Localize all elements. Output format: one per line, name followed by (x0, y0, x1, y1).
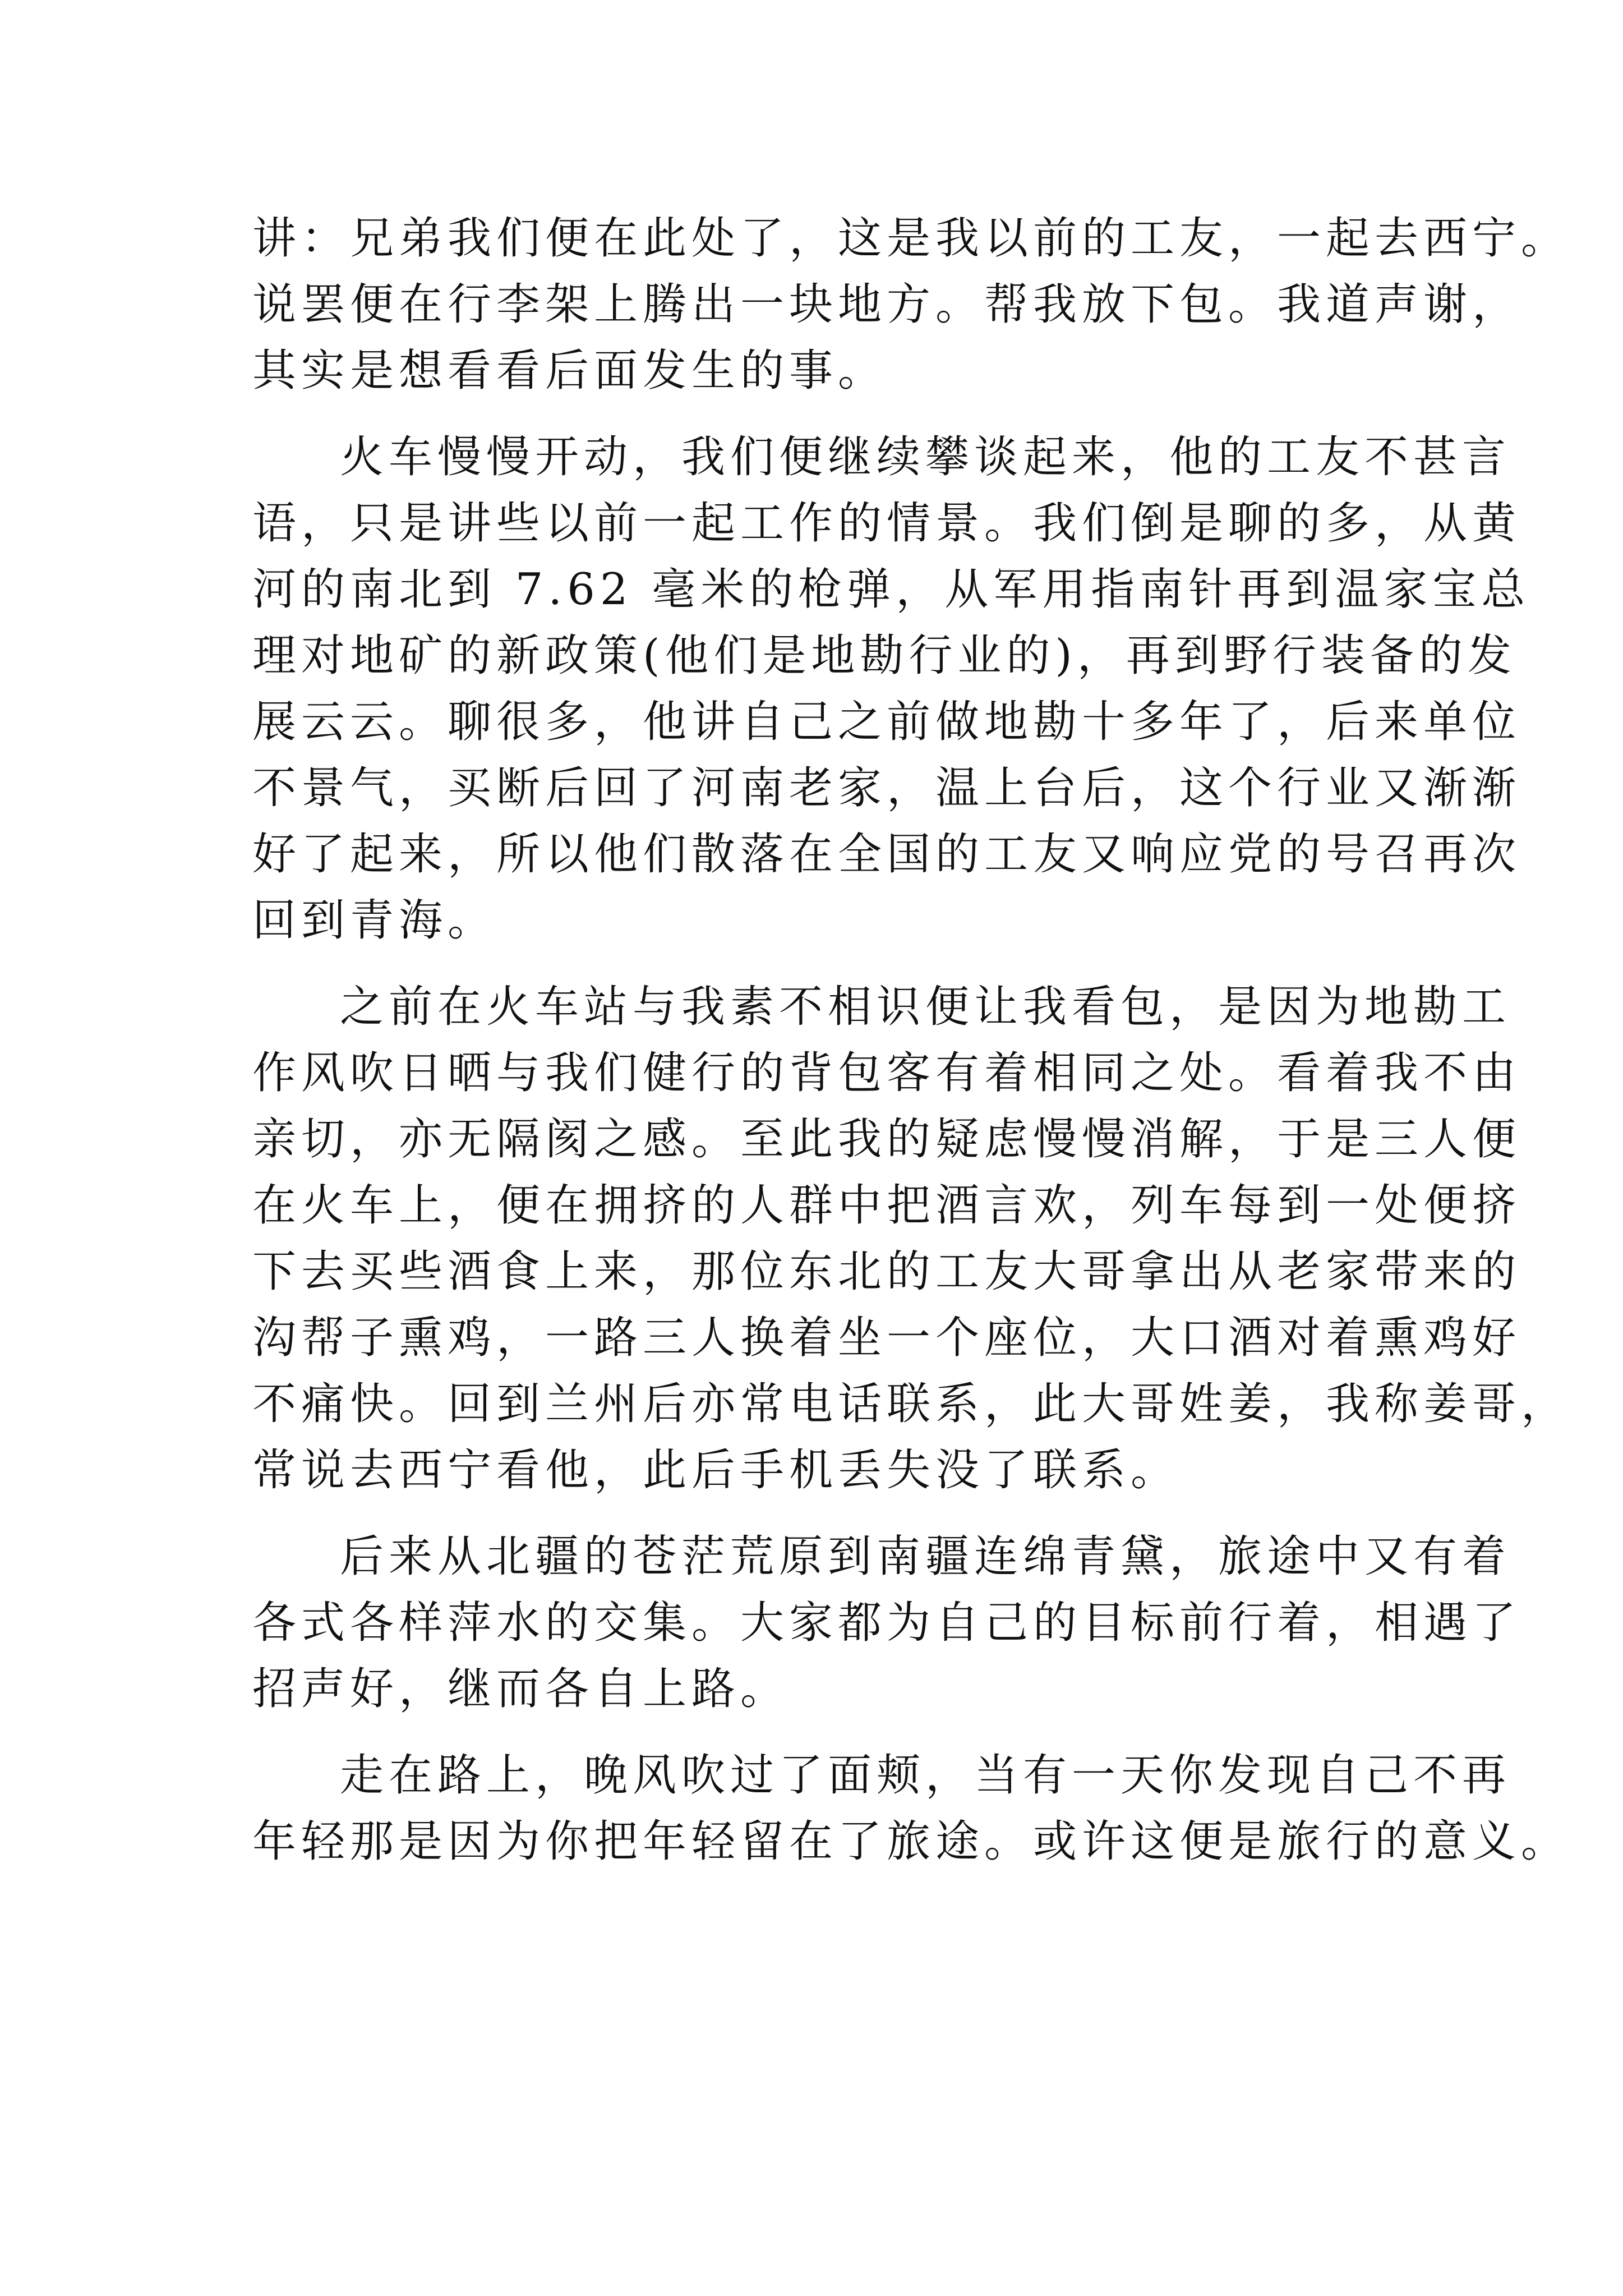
paragraph-4 (252, 1524, 1521, 1722)
text-line: 常说去西宁看他，此后手机丢失没了联系。 (252, 1445, 1180, 1496)
text-line: 其实是想看看后面发生的事。 (252, 346, 887, 396)
text-line: 回到青海。 (252, 895, 497, 946)
body-text (252, 205, 1570, 1895)
text-line: 不景气，买断后回了河南老家，温上台后，这个行业又渐渐 (252, 763, 1521, 813)
text-line: 之前在火车站与我素不相识便让我看包，是因为地勘工 (340, 982, 1511, 1032)
text-line: 后来从北疆的苍茫荒原到南疆连绵青黛，旅途中又有着 (340, 1531, 1511, 1582)
paragraph-2 (252, 424, 1530, 954)
text-line: 沟帮子熏鸡，一路三人换着坐一个座位，大口酒对着熏鸡好 (252, 1313, 1521, 1363)
text-line: 说罢便在行李架上腾出一块地方。帮我放下包。我道声谢， (252, 279, 1521, 330)
text-line: 各式各样萍水的交集。大家都为自己的目标前行着，相遇了 (252, 1598, 1521, 1648)
text-line: 火车慢慢开动，我们便继续攀谈起来，他的工友不甚言 (340, 432, 1511, 482)
paragraph-1 (252, 205, 1570, 404)
text-line: 下去买些酒食上来，那位东北的工友大哥拿出从老家带来的 (252, 1246, 1521, 1297)
text-line: 走在路上，晚风吹过了面颊，当有一天你发现自己不再 (340, 1750, 1511, 1801)
paragraph-5 (252, 1742, 1570, 1875)
text-line: 年轻那是因为你把年轻留在了旅途。或许这便是旅行的意义。 (252, 1816, 1570, 1867)
text-line: 好了起来，所以他们散落在全国的工友又响应党的号召再次 (252, 829, 1521, 880)
text-line: 招声好，继而各自上路。 (252, 1664, 790, 1714)
text-line: 亲切，亦无隔阂之感。至此我的疑虑慢慢消解，于是三人便 (252, 1114, 1521, 1165)
text-line: 展云云。聊很多，他讲自己之前做地勘十多年了，后来单位 (252, 697, 1521, 747)
text-line: 不痛快。回到兰州后亦常电话联系，此大哥姓姜，我称姜哥， (252, 1379, 1570, 1429)
text-line: 作风吹日晒与我们健行的背包客有着相同之处。看着我不由 (252, 1048, 1521, 1098)
text-line: 语，只是讲些以前一起工作的情景。我们倒是聊的多，从黄 (252, 498, 1521, 549)
text-line: 理对地矿的新政策(他们是地勘行业的)，再到野行装备的发 (252, 631, 1516, 681)
text-line: 在火车上，便在拥挤的人群中把酒言欢，列车每到一处便挤 (252, 1180, 1521, 1231)
text-line: 讲：兄弟我们便在此处了，这是我以前的工友，一起去西宁。 (252, 213, 1570, 264)
paragraph-3 (252, 974, 1570, 1503)
text-line: 河的南北到 7.62 毫米的枪弹，从军用指南针再到温家宝总 (252, 564, 1530, 615)
